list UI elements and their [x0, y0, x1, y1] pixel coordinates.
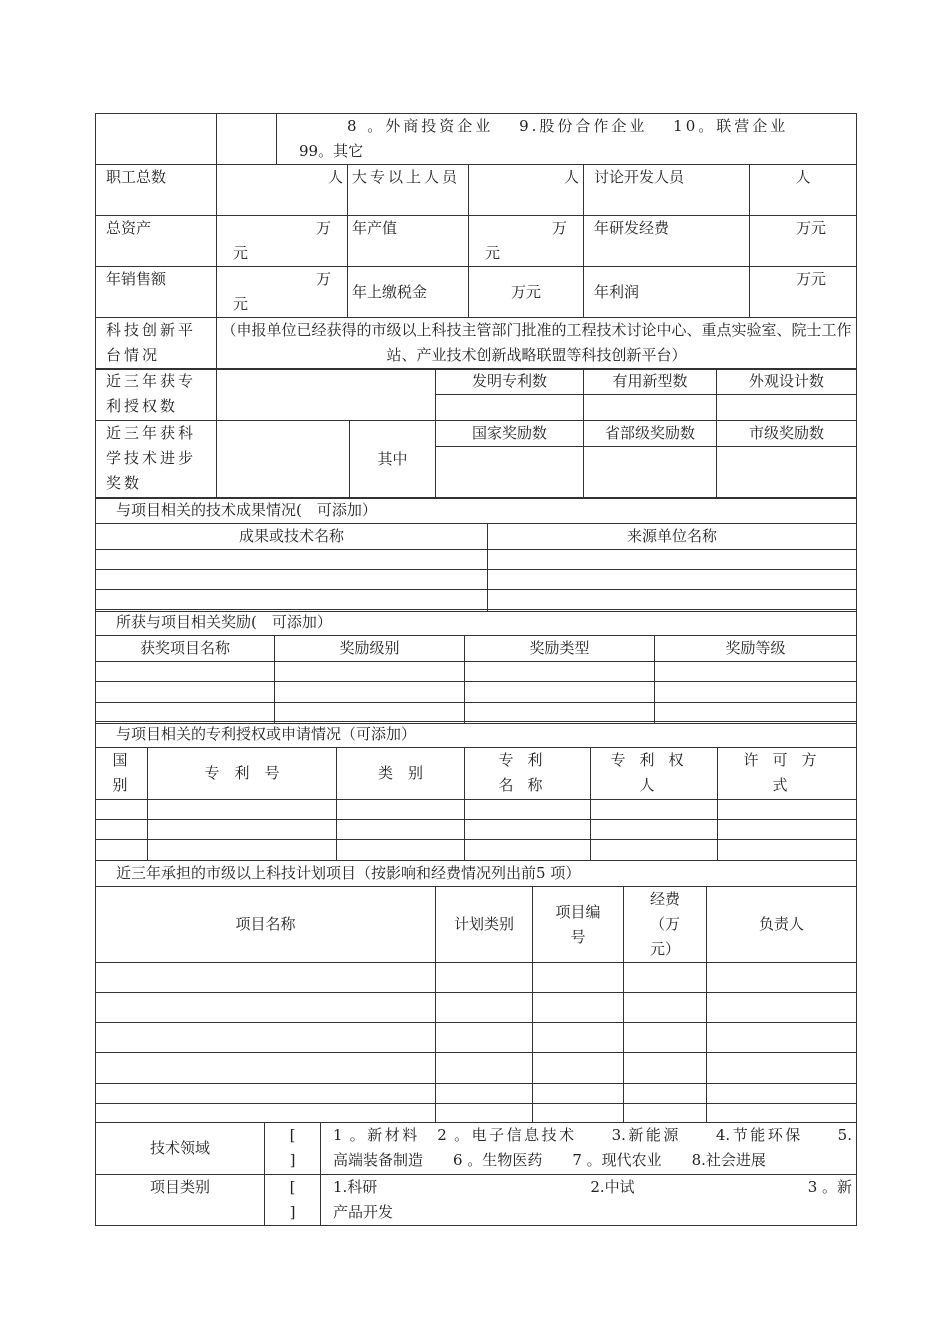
table-row — [96, 1023, 857, 1053]
staff-row — [96, 165, 857, 216]
output-unit — [469, 216, 584, 267]
platform-desc: （申报单位已经获得的市级以上科技主管部门批准的工程技术讨论中心、重点实验室、院士工作站、产业技术创新战略联盟等科技创新平台） — [217, 318, 857, 370]
ownership-line-2: 99。其它 — [299, 142, 364, 160]
field-options-line-2: 高端装备制造 6 。生物医药 7 。现代农业 8.社会进展 — [333, 1151, 766, 1169]
staff-unit: 人 — [217, 165, 348, 216]
table-row — [96, 1104, 857, 1123]
leader-header: 负责人 — [707, 887, 857, 963]
sales-row — [96, 267, 857, 318]
assets-unit — [217, 216, 348, 267]
field-options — [321, 1123, 857, 1175]
table-row — [96, 1084, 857, 1104]
provincial-award-count — [584, 447, 717, 499]
patent-holder-header: 专利权人 — [591, 748, 718, 800]
bracket-open: [ — [289, 1178, 296, 1196]
provincial-award-header: 省部级奖励数 — [584, 421, 717, 447]
bracket-close: ] — [289, 1151, 296, 1169]
category-options-line-2: 产品开发 — [333, 1203, 394, 1221]
category-option-3: 3 。新 — [807, 1178, 852, 1196]
table-row — [96, 820, 857, 840]
tax-unit: 万元 — [469, 267, 584, 318]
project-number-header: 项目编号 — [533, 887, 624, 963]
college-staff-label: 大专以上人员 — [348, 165, 469, 216]
category-label: 项目类别 — [96, 1175, 265, 1226]
sales-wan: 万 — [315, 270, 331, 288]
table-row — [96, 1053, 857, 1084]
achievements-title: 与项目相关的技术成果情况( 可添加） — [96, 498, 857, 524]
national-award-count — [436, 447, 584, 499]
table-row — [96, 800, 857, 820]
awards3y-value — [217, 421, 350, 499]
funding-header: 经费（万元） — [624, 887, 707, 963]
rd-fee-unit: 万元 — [750, 216, 857, 267]
application-form — [95, 113, 856, 1225]
design-patent-count — [717, 395, 857, 421]
patent-category-header: 类 别 — [337, 748, 465, 800]
achievement-name-header: 成果或技术名称 — [96, 524, 488, 550]
invention-patent-header-2: 发明专利数 — [436, 369, 584, 395]
basic-info-table — [95, 113, 857, 370]
design-patent-header: 外观设计数 — [717, 369, 857, 395]
category-checkbox[interactable] — [265, 1175, 321, 1226]
plan-category-header: 计划类别 — [436, 887, 533, 963]
project-name-header: 项目名称 — [96, 887, 436, 963]
assets-label: 总资产 — [96, 216, 217, 267]
staff-label: 职工总数 — [96, 165, 217, 216]
field-label: 技术领域 — [96, 1123, 265, 1175]
category-option-1: 1.科研 — [333, 1178, 378, 1196]
category-option-2: 2.中试 — [590, 1178, 635, 1196]
awards3y-header-row — [96, 421, 857, 447]
national-award-header: 国家奖励数 — [436, 421, 584, 447]
category-row — [96, 1175, 857, 1226]
field-checkbox[interactable] — [265, 1123, 321, 1175]
blank-cell — [217, 114, 277, 165]
patents-title: 与项目相关的专利授权或申请情况（可添加） — [96, 722, 857, 748]
rd-staff-unit: 人 — [750, 165, 857, 216]
ownership-options — [277, 114, 857, 165]
patents3y-header-row — [96, 369, 857, 395]
award-grade-header: 奖励等级 — [655, 636, 857, 662]
blank-cell — [96, 114, 217, 165]
patents3y-value-2 — [217, 369, 436, 421]
tax-label: 年上缴税金 — [348, 267, 469, 318]
utility-model-header-2: 有用新型数 — [584, 369, 717, 395]
rd-fee-label: 年研发经费 — [584, 216, 750, 267]
patent-award-grid — [95, 368, 857, 499]
awards3y-label: 近三年获科学技术进步奖数 — [96, 421, 217, 499]
profit-unit: 万元 — [750, 267, 857, 318]
platform-row — [96, 318, 857, 370]
invention-patent-count — [436, 395, 584, 421]
awards3y-qizhong: 其中 — [350, 421, 436, 499]
output-label: 年产值 — [348, 216, 469, 267]
sales-yuan: 元 — [233, 295, 249, 313]
award-level-header: 奖励级别 — [275, 636, 465, 662]
patents-table — [95, 721, 857, 861]
projects-table — [95, 860, 857, 1123]
rd-staff-label: 讨论开发人员 — [584, 165, 750, 216]
license-method-header: 许可方式 — [718, 748, 857, 800]
source-unit-header: 来源单位名称 — [488, 524, 857, 550]
college-staff-unit: 人 — [469, 165, 584, 216]
table-row — [96, 963, 857, 993]
table-row — [96, 550, 857, 570]
bracket-open: [ — [289, 1126, 296, 1144]
ownership-row — [96, 114, 857, 165]
table-row — [96, 682, 857, 703]
table-row — [96, 993, 857, 1023]
output-yuan: 元 — [485, 244, 501, 262]
assets-yuan: 元 — [233, 244, 249, 262]
field-options-line-1: 1 。新材料 2 。电子信息技术 3.新能源 4.节能环保 5. — [333, 1126, 852, 1144]
field-row — [96, 1123, 857, 1175]
bracket-close: ] — [289, 1203, 296, 1221]
sales-label: 年销售额 — [96, 267, 217, 318]
patents3y-label-2: 近三年获专利授权数 — [96, 369, 217, 421]
patent-name-header: 专利名称 — [465, 748, 591, 800]
city-award-header: 市级奖励数 — [717, 421, 857, 447]
assets-row — [96, 216, 857, 267]
utility-model-count — [584, 395, 717, 421]
output-wan: 万 — [551, 219, 567, 237]
category-options — [321, 1175, 857, 1226]
ownership-line-1: 8 。外商投资企业 9.股份合作企业 10。联营企业 — [347, 117, 789, 135]
award-type-header: 奖励类型 — [465, 636, 655, 662]
table-row — [96, 662, 857, 682]
profit-label: 年利润 — [584, 267, 750, 318]
table-row — [96, 840, 857, 861]
field-category-table — [95, 1122, 857, 1226]
assets-wan: 万 — [315, 219, 331, 237]
city-award-count — [717, 447, 857, 499]
country-header: 国别 — [96, 748, 148, 800]
sales-unit — [217, 267, 348, 318]
table-row — [96, 570, 857, 590]
awards-title: 所获与项目相关奖励( 可添加） — [96, 610, 857, 636]
patent-number-header: 专 利 号 — [148, 748, 337, 800]
platform-label: 科技创新平台情况 — [96, 318, 217, 370]
achievements-table — [95, 497, 857, 612]
award-project-header: 获奖项目名称 — [96, 636, 275, 662]
projects-title: 近三年承担的市级以上科技计划项目（按影响和经费情况列出前5 项） — [96, 861, 857, 887]
awards-table — [95, 609, 857, 724]
